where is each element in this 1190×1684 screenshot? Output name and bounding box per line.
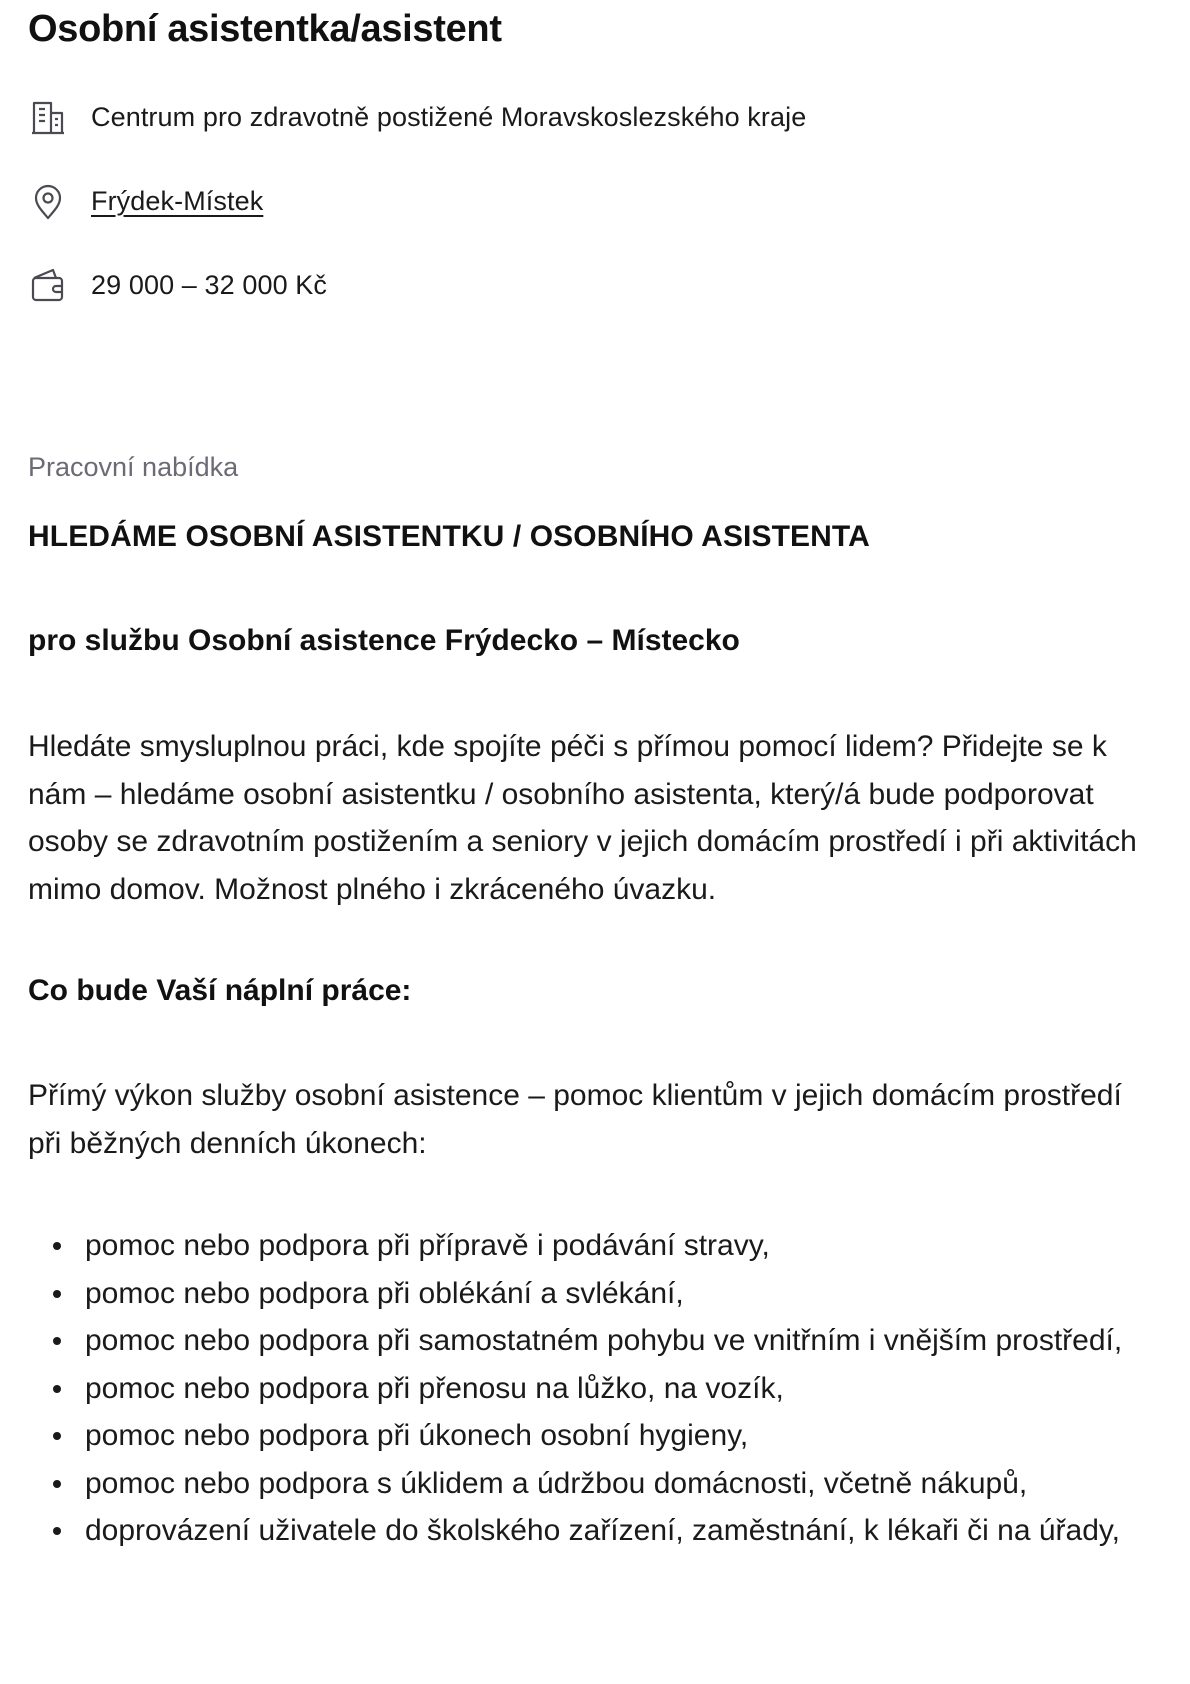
bullet <box>53 1337 61 1345</box>
offer-heading: HLEDÁME OSOBNÍ ASISTENTKU / OSOBNÍHO ASISTENTA <box>28 520 870 553</box>
building-icon <box>28 97 68 137</box>
list-item: pomoc nebo podpora při úkonech osobní hygieny, <box>85 1412 1145 1460</box>
bullet <box>53 1480 61 1488</box>
list-item: pomoc nebo podpora při oblékání a svlékání, <box>85 1270 1145 1318</box>
list-item: pomoc nebo podpora při přenosu na lůžko, na vozík, <box>85 1365 1145 1413</box>
bullet <box>53 1290 61 1298</box>
wallet-icon <box>28 265 68 305</box>
job-title: Osobní asistentka/asistent <box>28 8 502 50</box>
bullet <box>53 1385 61 1393</box>
list-item: pomoc nebo podpora s úklidem a údržbou domácnosti, včetně nákupů, <box>85 1460 1145 1508</box>
salary-row <box>28 265 327 305</box>
location-row <box>28 181 263 221</box>
bullet <box>53 1527 61 1535</box>
bullet <box>53 1432 61 1440</box>
salary-range: 29 000 – 32 000 Kč <box>91 269 327 300</box>
duties-list <box>28 1222 1145 1555</box>
list-item: doprovázení uživatele do školského zařízení, zaměstnání, k lékaři či na úřady, <box>85 1507 1145 1555</box>
duties-intro: Přímý výkon služby osobní asistence – pomoc klientům v jejich domácím prostředí při běžných denních úkonech: <box>28 1079 1122 1160</box>
offer-intro: Hledáte smysluplnou práci, kde spojíte péči s přímou pomocí lidem? Přidejte se k nám – hledáme osobní asistentku / osobního asistenta, který/á bude podporovat osoby se zdravotním postižením a seniory v jejich domácím prostředí i při aktivitách mimo domov. Možnost plného i zkráceného úvazku. <box>28 730 1137 906</box>
duties-heading: Co bude Vaší náplní práce: <box>28 974 412 1007</box>
list-item: pomoc nebo podpora při samostatném pohybu ve vnitřním i vnějším prostředí, <box>85 1317 1145 1365</box>
list-item: pomoc nebo podpora při přípravě i podávání stravy, <box>85 1222 1145 1270</box>
company-row <box>28 97 806 137</box>
map-pin-icon <box>28 181 68 221</box>
offer-subheading: pro službu Osobní asistence Frýdecko – Místecko <box>28 624 740 657</box>
section-label: Pracovní nabídka <box>28 452 239 482</box>
location-link[interactable]: Frýdek-Místek <box>91 185 264 216</box>
bullet <box>53 1242 61 1250</box>
company-name: Centrum pro zdravotně postižené Moravskoslezského kraje <box>91 101 807 132</box>
